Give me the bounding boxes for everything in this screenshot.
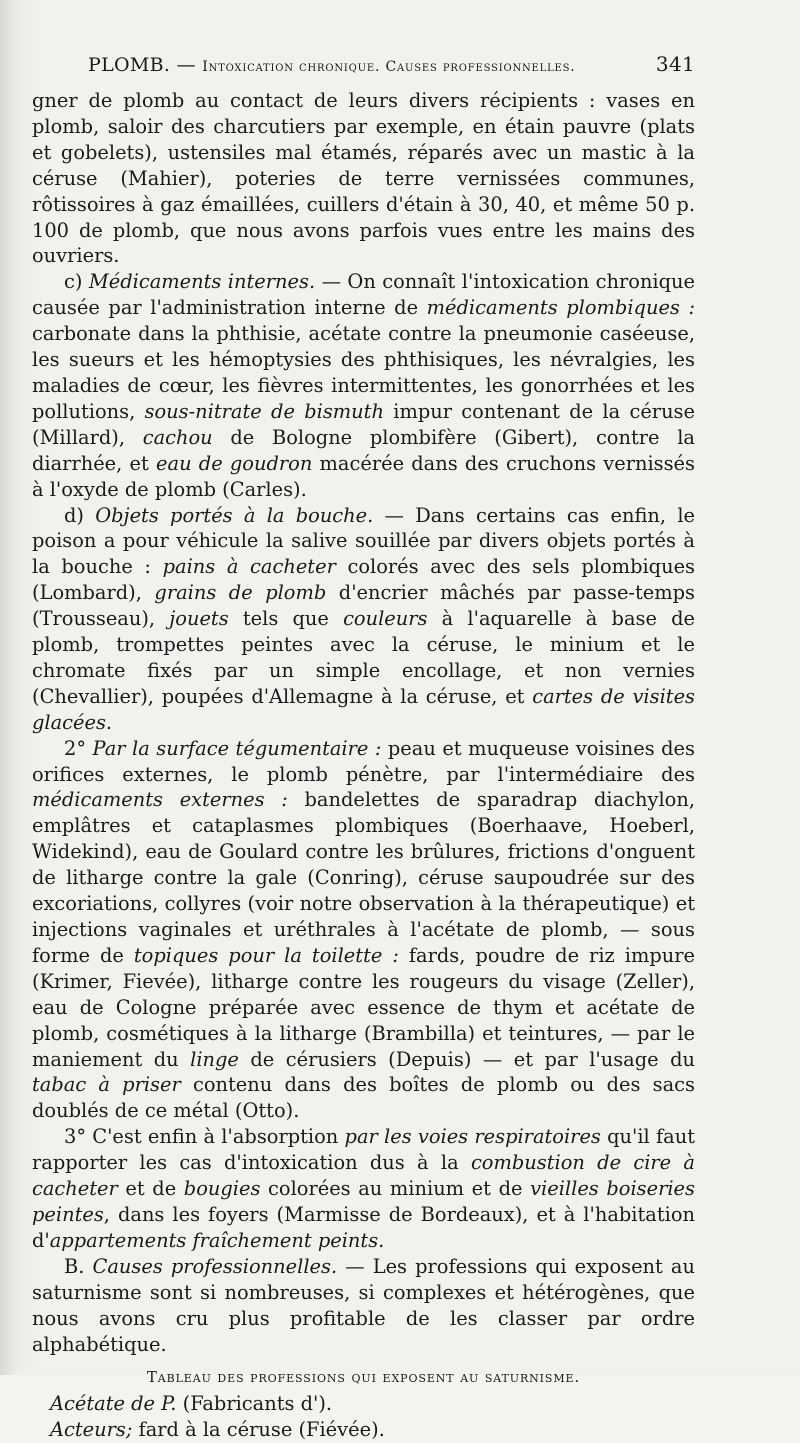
text-run: à l'aquarelle à base de plomb, trompettes peintes avec la céruse, le minium et le chromate fixés par un simple encollage, et non vernies (Chevallier), poupées d'Allemagne à la céruse, et [32, 607, 696, 708]
text-run: bandelettes de sparadrap diachylon, emplâtres et cataplasmes plombiques (Boerhaave, Hoeberl, Widekind), eau de Goulard contre les brûlures, frictions d'onguent de litharge contre la gale (Conring), céruse saupoudrée sur des excoriations, collyres (voir notre observation à la thérapeutique) et injections vaginales et uréthrales à l'acétate de plomb, — sous forme de [32, 788, 695, 967]
italic-run: médicaments externes : [32, 788, 288, 812]
running-head-title [88, 54, 576, 76]
text-run: colorées au minium et de [260, 1177, 531, 1201]
italic-run: bougies [183, 1177, 261, 1201]
italic-run: Par la surface tégumentaire : [92, 736, 382, 760]
paragraph-p1 [32, 88, 695, 269]
text-run: — Dans certains cas enfin, le poison a pour véhicule la salive souillée par divers objets portés à la bouche : [32, 503, 695, 579]
paragraph-p6 [32, 1254, 695, 1358]
italic-run: Objets portés à la bouche. [95, 503, 374, 527]
text-run: c) [64, 270, 89, 294]
text-run: carbonate dans la phthisie, acétate contre la pneumonie caséeuse, les sueurs et les hémoptysies des phthisiques, les névralgies, les maladies de cœur, les fièvres intermittentes, les gonorrhées et les pollutions, [32, 322, 695, 423]
text-run: 2° [64, 736, 93, 760]
italic-run: linge [190, 1047, 239, 1071]
running-head-dash: — [176, 54, 196, 76]
page-number: 341 [655, 52, 695, 76]
text-run: de cérusiers (Depuis) — et par l'usage du [238, 1047, 695, 1071]
italic-run: appartements fraîchement peints. [49, 1228, 385, 1252]
text-run: macérée dans des cruchons vernissés à l'oxyde de plomb (Carles). [32, 451, 695, 501]
paragraph-p3 [32, 503, 695, 736]
text-run: d) [64, 503, 96, 527]
italic-run: combustion de cire à cacheter [32, 1151, 695, 1201]
text-run: peau et muqueuse voisines des orifices externes, le plomb pénètre, par l'intermédiaire des [32, 736, 695, 786]
paragraph-p2 [32, 269, 695, 502]
text-run: , dans les foyers (Marmisse de Bordeaux), et à l'habitation d' [32, 1202, 695, 1252]
text-run: contenu dans des boîtes de plomb ou des sacs doublés de ce métal (Otto). [32, 1073, 695, 1123]
running-head-section: Intoxication chronique. Causes professionnelles. [202, 59, 576, 75]
italic-run: topiques pour la toilette : [133, 943, 399, 967]
italic-run: Médicaments internes. [88, 270, 316, 294]
profession-detail: fard à la céruse (Fiévée). [138, 1418, 385, 1442]
text-run: de Bologne plombifère (Gibert), contre la diarrhée, et [32, 425, 695, 475]
italic-run: Causes professionnelles. [92, 1254, 338, 1278]
text-run: gner de plomb au contact de leurs divers récipients : vases en plomb, saloir des charcutiers par exemple, en étain pauvre (plats et gobelets), ustensiles mal étamés, réparés avec un mastic à la céruse (Mahier), poteries de terre vernissées communes, rôtissoires à gaz émaillées, cuillers d'étain à 30, 40, et même 50 p. 100 de plomb, que nous avons parfois vues entre les mains des ouvriers. [32, 89, 695, 268]
text-run: fards, poudre de riz impure (Krimer, Fievée), litharge contre les rougeurs du visage (Zeller), eau de Cologne préparée avec essence de thym et acétate de plomb, cosmétiques à la litharge (Brambilla) et teintures, — par le maniement du [32, 943, 695, 1071]
italic-run: tabac à priser [32, 1073, 181, 1097]
paragraph-p5 [32, 1124, 695, 1254]
text-run: d'encrier mâchés par passe-temps (Trousseau), [32, 581, 696, 631]
italic-run: jouets [169, 607, 229, 631]
text-run: colorés avec des sels plombiques (Lombard), [32, 555, 696, 605]
text-run: et de [117, 1177, 184, 1201]
italic-run: cachou [142, 425, 213, 449]
profession-term: Acteurs; [50, 1418, 133, 1442]
profession-entry [32, 1391, 695, 1417]
profession-entry [32, 1417, 695, 1443]
profession-entries [32, 1391, 695, 1443]
text-run: impur contenant de la céruse (Millard), [32, 399, 695, 449]
italic-run: sous-nitrate de bismuth [144, 399, 384, 423]
text-run: 3° C'est enfin à l'absorption [64, 1125, 345, 1149]
body-text [32, 88, 695, 1357]
profession-term: Acétate de P. [50, 1392, 177, 1416]
text-run: qu'il faut rapporter les cas d'intoxication dus à la [32, 1125, 696, 1175]
running-head [88, 52, 695, 76]
paragraph-p4 [32, 736, 695, 1125]
text-run: tels que [228, 607, 344, 631]
italic-run: pains à cacheter [162, 555, 336, 579]
italic-run: par les voies respiratoires [344, 1125, 601, 1149]
italic-run: vieilles boiseries peintes [32, 1177, 695, 1226]
profession-detail: (Fabricants d'). [182, 1392, 333, 1416]
italic-run: couleurs [343, 607, 428, 631]
italic-run: eau de goudron [156, 451, 313, 475]
text-run: — Les professions qui exposent au saturnisme sont si nombreuses, si complexes et hétérogènes, que nous avons cru plus profitable de les classer par ordre alphabétique. [32, 1254, 695, 1356]
running-head-left: PLOMB. [88, 54, 171, 76]
table-title: Tableau des professions qui exposent au saturnisme. [146, 1368, 581, 1387]
text-run: — On connaît l'intoxication chronique causée par l'administration interne de [32, 270, 696, 320]
italic-run: cartes de visites glacées. [32, 684, 695, 734]
italic-run: grains de plomb [154, 581, 327, 605]
text-run: B. [64, 1254, 93, 1278]
italic-run: médicaments plombiques : [426, 296, 695, 320]
